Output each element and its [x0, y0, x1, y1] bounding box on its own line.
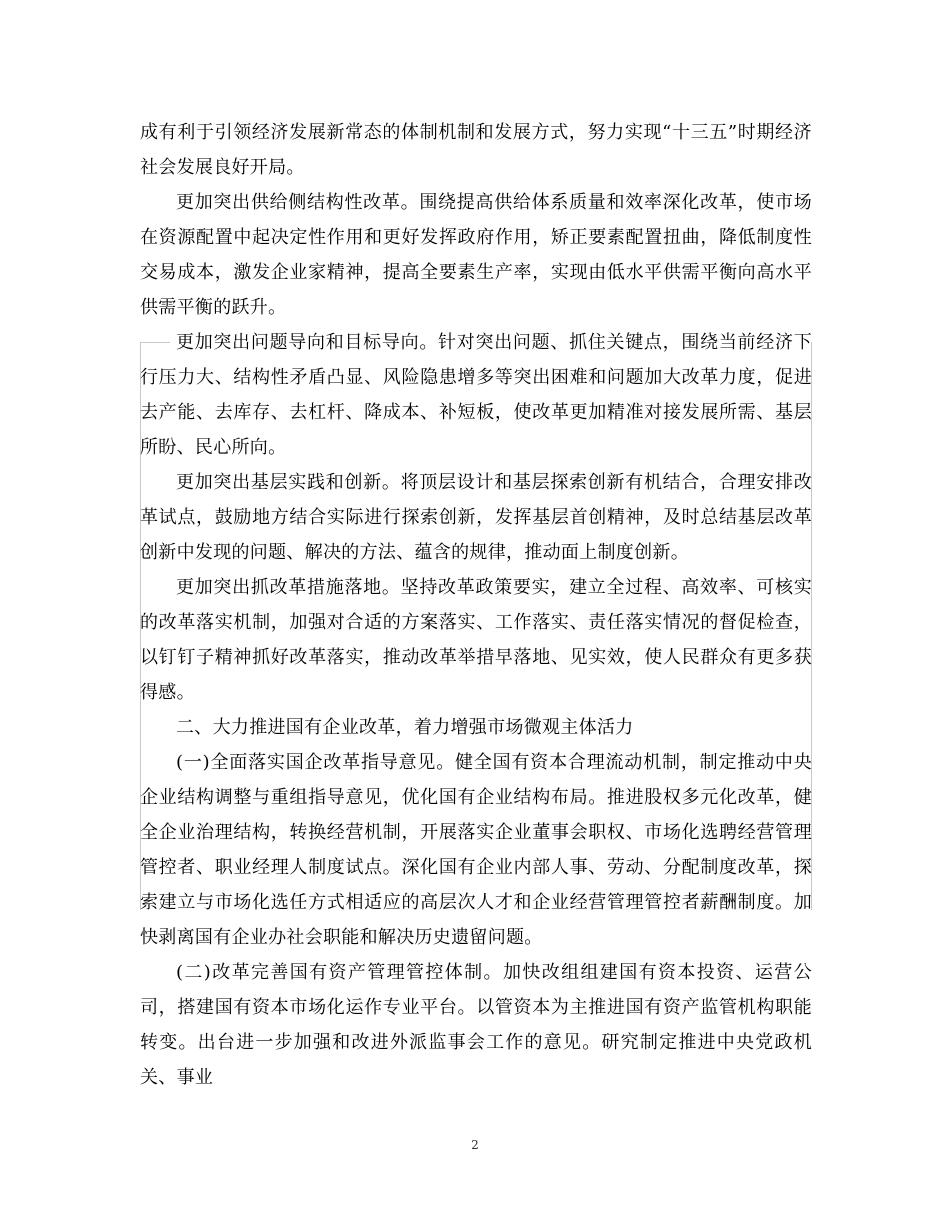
paragraph-problem-orientation: 更加突出问题导向和目标导向。针对突出问题、抓住关键点，围绕当前经济下行压力大、结构性矛盾凸显、风险隐患增多等突出困难和问题加大改革力度，促进去产能、去库存、去杠杆、降成本、补短板，使改革更加精准对接发展所需、基层所盼、民心所向。: [140, 332, 812, 458]
page-number: 2: [471, 1138, 479, 1152]
paragraph-soe-guidance: (一)全面落实国企改革指导意见。健全国有资本合理流动机制，制定推动中央企业结构调整与重组指导意见，优化国有企业结构布局。推进股权多元化改革，健全企业治理结构，转换经营机制，开展落实企业董事会职权、市场化选聘经营管理管控者、职业经理人制度试点。深化国有企业内部人事、劳动、分配制度改革，探索建立与市场化选任方式相适应的高层次人才和企业经营管理管控者薪酬制度。加快剥离国有企业办社会职能和解决历史遗留问题。: [140, 752, 812, 948]
paragraph-continuation: 成有利于引领经济发展新常态的体制机制和发展方式，努力实现“十三五”时期经济社会发展良好开局。: [140, 122, 812, 178]
paragraph-supply-side-reform: 更加突出供给侧结构性改革。围绕提高供给体系质量和效率深化改革，使市场在资源配置中起决定性作用和更好发挥政府作用，矫正要素配置扭曲，降低制度性交易成本，激发企业家精神，提高全要素生产率，实现由低水平供需平衡向高水平供需平衡的跃升。: [140, 192, 812, 318]
document-body: [140, 115, 812, 1095]
paragraph-state-asset-management: (二)改革完善国有资产管理管控体制。加快改组组建国有资本投资、运营公司，搭建国有资本市场化运作专业平台。以管资本为主推进国有资产监管机构职能转变。出台进一步加强和改进外派监事会工作的意见。研究制定推进中央党政机关、事业: [140, 962, 812, 1088]
section-heading-soe-reform: 二、大力推进国有企业改革，着力增强市场微观主体活力: [176, 717, 634, 738]
paragraph-grassroots-practice: 更加突出基层实践和创新。将顶层设计和基层探索创新有机结合，合理安排改革试点，鼓励地方结合实际进行探索创新，发挥基层首创精神，及时总结基层改革创新中发现的问题、解决的方法、蕴含的规律，推动面上制度创新。: [140, 472, 812, 563]
paragraph-reform-implementation: 更加突出抓改革措施落地。坚持改革政策要实，建立全过程、高效率、可核实的改革落实机制，加强对合适的方案落实、工作落实、责任落实情况的督促检查，以钉钉子精神抓好改革落实，推动改革举措早落地、见实效，使人民群众有更多获得感。: [140, 577, 812, 703]
